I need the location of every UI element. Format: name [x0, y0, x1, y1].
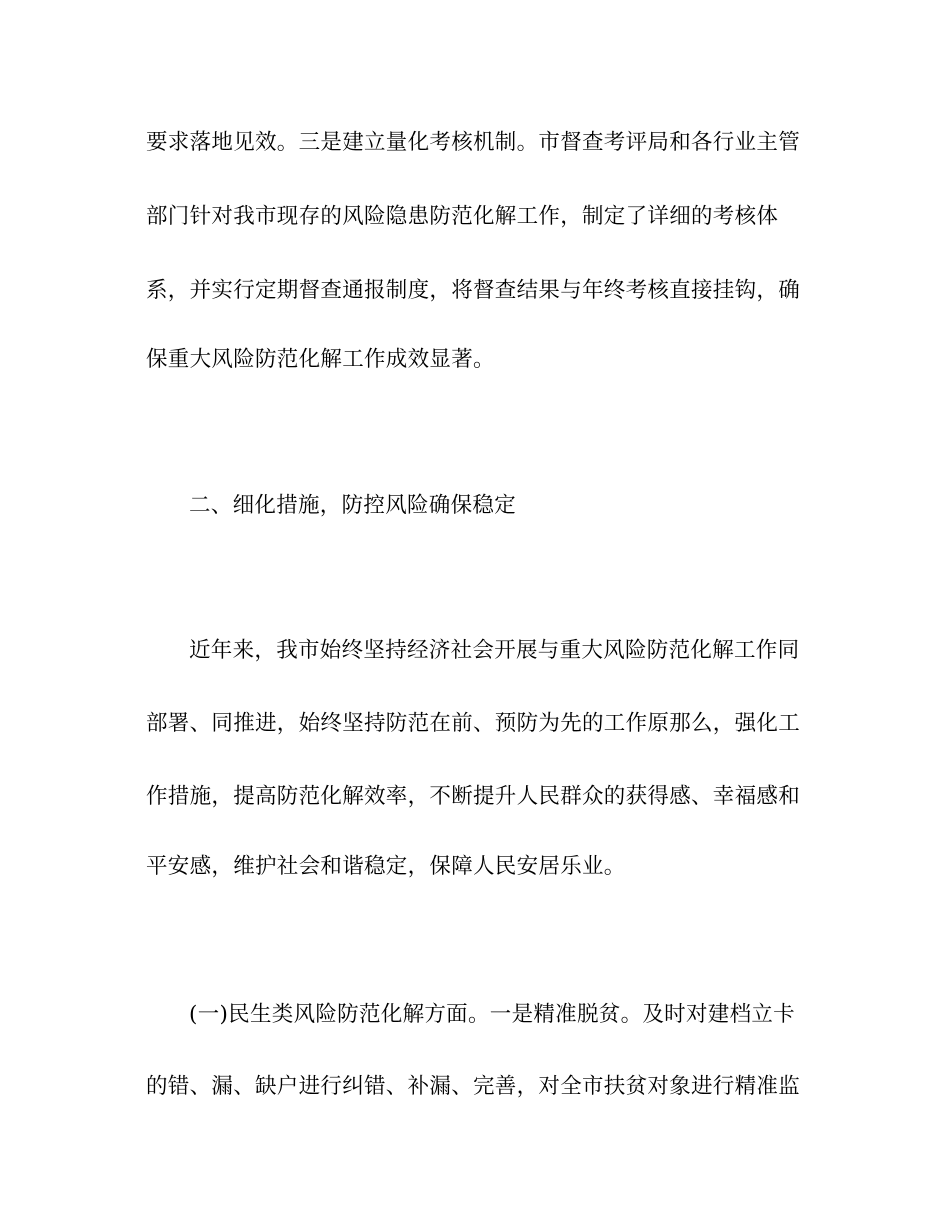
paragraph-3-line-1: (一)民生类风险防范化解方面。一是精准脱贫。及时对建档立卡	[189, 1002, 795, 1027]
paragraph-2-line-3: 作措施，提高防范化解效率，不断提升人民群众的获得感、幸福感和	[146, 784, 801, 809]
paragraph-2-line-1: 近年来，我市始终坚持经济社会开展与重大风险防范化解工作同	[189, 638, 800, 663]
paragraph-1-line-2: 部门针对我市现存的风险隐患防范化解工作，制定了详细的考核体	[146, 204, 779, 229]
paragraph-1-line-1: 要求落地见效。三是建立量化考核机制。市督查考评局和各行业主管	[146, 130, 801, 155]
paragraph-1-line-4: 保重大风险防范化解工作成效显著。	[146, 347, 495, 372]
paragraph-1-line-3: 系，并实行定期督查通报制度，将督查结果与年终考核直接挂钩，确	[146, 278, 801, 303]
paragraph-3-line-2: 的错、漏、缺户进行纠错、补漏、完善，对全市扶贫对象进行精准监	[146, 1074, 801, 1099]
paragraph-2-line-2: 部署、同推进，始终坚持防范在前、预防为先的工作原那么，强化工	[146, 711, 801, 736]
paragraph-2-line-4: 平安感，维护社会和谐稳定，保障人民安居乐业。	[146, 854, 626, 879]
section-heading: 二、细化措施，防控风险确保稳定	[189, 493, 517, 518]
